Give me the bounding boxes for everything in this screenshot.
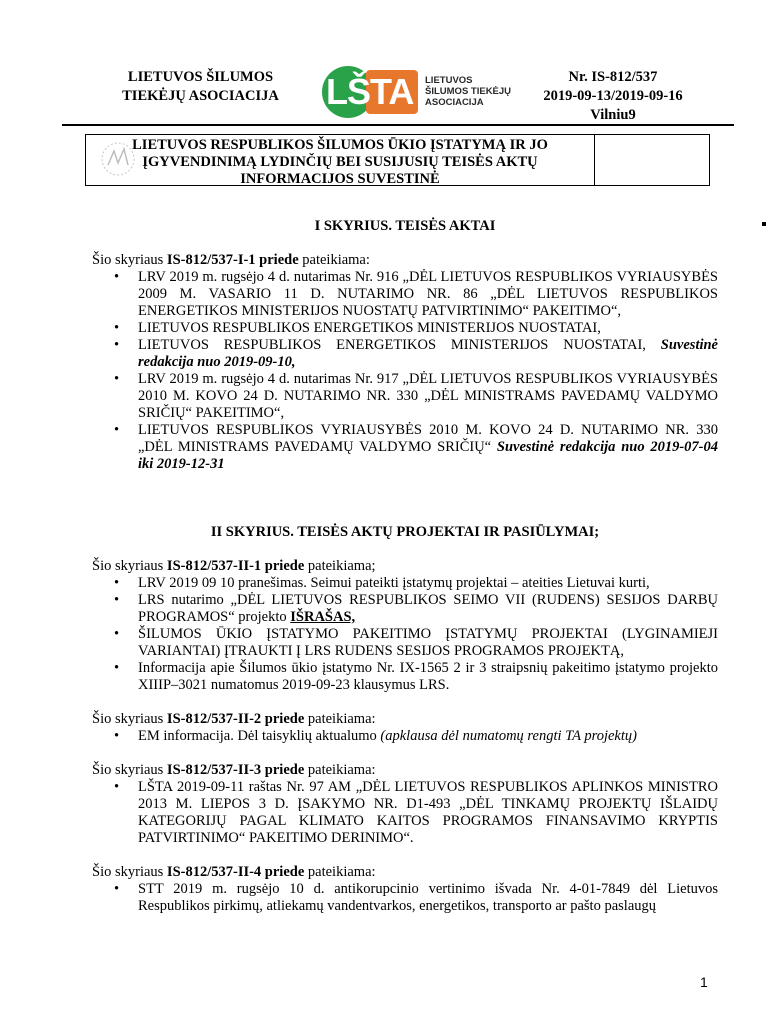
list-item: • STT 2019 m. rugsėjo 10 d. antikorupcinio vertinimo išvada Nr. 4-01-7849 dėl Lietuvos Respublikos pirkimų, atliekamų vandentvarkos, energetikos, transporto ar pašto paslaugų	[92, 881, 718, 915]
doc-number: Nr. IS-812/537	[568, 69, 658, 85]
list-item: • LRV 2019 m. rugsėjo 4 d. nutarimas Nr. 916 „DĖL LIETUVOS RESPUBLIKOS VYRIAUSYBĖS 2009 M. VASARIO 11 D. NUTARIMO NR. 86 „DĖL LIETUVOS RESPUBLIKOS ENERGETIKOS MINISTERIJOS NUOSTATŲ PATVIRTINIMO“ PAKEITIMO“,	[92, 269, 718, 320]
document-body	[92, 212, 718, 915]
section-2-4-intro: Šio skyriaus IS-812/537-II-4 priede pateikiama:	[92, 864, 376, 880]
title-line-3: INFORMACIJOS SUVESTINĖ	[240, 171, 440, 187]
list-item: • LRV 2019 m. rugsėjo 4 d. nutarimas Nr. 917 „DĖL LIETUVOS RESPUBLIKOS VYRIAUSYBĖS 2010 M. KOVO 24 D. NUTARIMO NR. 330 „DĖL MINISTRAMS PAVEDAMŲ VALDYMO SRIČIŲ“ PAKEITIMO“,	[92, 371, 718, 422]
section-2-2-list	[92, 728, 718, 745]
logo-sub-line-3: ASOCIACIJA	[425, 97, 484, 108]
logo-sub-line-1: LIETUVOS	[425, 75, 473, 86]
list-item: • LRS nutarimo „DĖL LIETUVOS RESPUBLIKOS SEIMO VII (RUDENS) SESIJOS DARBŲ PROGRAMOS“ projekto IŠRAŠAS,	[92, 592, 718, 626]
section-1-intro: Šio skyriaus IS-812/537-I-1 priede pateikiama:	[92, 252, 370, 268]
section-1-list	[92, 269, 718, 473]
excerpt-link[interactable]: IŠRAŠAS,	[290, 609, 356, 625]
list-item: • LRV 2019 09 10 pranešimas. Seimui pateikti įstatymų projektai – ateities Lietuvai kurti,	[92, 575, 718, 592]
list-item: • LIETUVOS RESPUBLIKOS VYRIAUSYBĖS 2010 M. KOVO 24 D. NUTARIMO NR. 330 „DĖL MINISTRAMS PAVEDAMŲ VALDYMO SRIČIŲ“ Suvestinė redakcija nuo 2019-07-04 iki 2019-12-31	[92, 422, 718, 473]
logo-sub-line-2: ŠILUMOS TIEKĖJŲ	[425, 86, 512, 97]
document-reference	[520, 68, 706, 125]
document-title	[86, 137, 594, 188]
list-item: • LIETUVOS RESPUBLIKOS ENERGETIKOS MINISTERIJOS NUOSTATAI,	[92, 320, 718, 337]
title-table	[85, 134, 710, 186]
list-item: • ŠILUMOS ŪKIO ĮSTATYMO PAKEITIMO ĮSTATYMŲ PROJEKTAI (LYGINAMIEJI VARIANTAI) ĮTRAUKTI Į LRS RUDENS SESIJOS PROGRAMOS PROJEKTĄ,	[92, 626, 718, 660]
section-2-heading: II SKYRIUS. TEISĖS AKTŲ PROJEKTAI IR PASIŪLYMAI;	[210, 524, 600, 540]
logo-wordmark: LŠTA	[326, 71, 414, 112]
section-1-heading: I SKYRIUS. TEISĖS AKTAI	[314, 218, 496, 234]
lsta-logo	[322, 66, 517, 118]
title-table-divider	[594, 135, 595, 185]
list-item: • LIETUVOS RESPUBLIKOS ENERGETIKOS MINISTERIJOS NUOSTATAI, Suvestinė redakcija nuo 2019-09-10,	[92, 337, 718, 371]
logo-subtitle	[425, 75, 511, 108]
annex-reference: IS-812/537-II-1 priede	[166, 558, 305, 574]
doc-dates: 2019-09-13/2019-09-16	[543, 88, 683, 104]
title-line-1: LIETUVOS RESPUBLIKOS ŠILUMOS ŪKIO ĮSTATYMĄ IR JO	[132, 137, 548, 153]
annex-reference: IS-812/537-I-1 priede	[166, 252, 299, 268]
annex-reference: IS-812/537-II-3 priede	[166, 762, 305, 778]
page-number: 1	[700, 974, 708, 990]
organization-name	[98, 68, 303, 106]
list-item: • LŠTA 2019-09-11 raštas Nr. 97 AM „DĖL LIETUVOS RESPUBLIKOS APLINKOS MINISTRO 2013 M. LIEPOS 3 D. ĮSAKYMO NR. D1-493 „DĖL TINKAMŲ PROJEKTŲ IŠLAIDŲ KATEGORIJŲ PAGAL KLIMATO KAITOS PROGRAMOS FINANSAVIMO KRYPTIS PATVIRTINIMO“ PAKEITIMO DERINIMO“.	[92, 779, 718, 847]
list-item: • Informacija apie Šilumos ūkio įstatymo Nr. IX-1565 2 ir 3 straipsnių pakeitimo įstatymo projekto XIIIP–3021 numatomus 2019-09-23 klausymus LRS.	[92, 660, 718, 694]
section-2-2-intro: Šio skyriaus IS-812/537-II-2 priede pateikiama:	[92, 711, 376, 727]
doc-place: Vilniu9	[590, 107, 636, 123]
title-line-2: ĮGYVENDINIMĄ LYDINČIŲ BEI SUSIJUSIŲ TEISĖS AKTŲ	[142, 154, 538, 170]
org-line-2: TIEKĖJŲ ASOCIACIJA	[122, 88, 279, 104]
section-2-3-list	[92, 779, 718, 847]
section-2-1-list	[92, 575, 718, 694]
section-2-1-intro: Šio skyriaus IS-812/537-II-1 priede pateikiama;	[92, 558, 376, 574]
header-divider	[62, 124, 734, 126]
org-line-1: LIETUVOS ŠILUMOS	[127, 69, 274, 85]
section-2-3-intro: Šio skyriaus IS-812/537-II-3 priede pateikiama:	[92, 762, 376, 778]
annex-reference: IS-812/537-II-4 priede	[166, 864, 305, 880]
margin-mark	[762, 222, 766, 226]
list-item: • EM informacija. Dėl taisyklių aktualumo (apklausa dėl numatomų rengti TA projektų)	[92, 728, 718, 745]
section-2-4-list	[92, 881, 718, 915]
annex-reference: IS-812/537-II-2 priede	[166, 711, 305, 727]
